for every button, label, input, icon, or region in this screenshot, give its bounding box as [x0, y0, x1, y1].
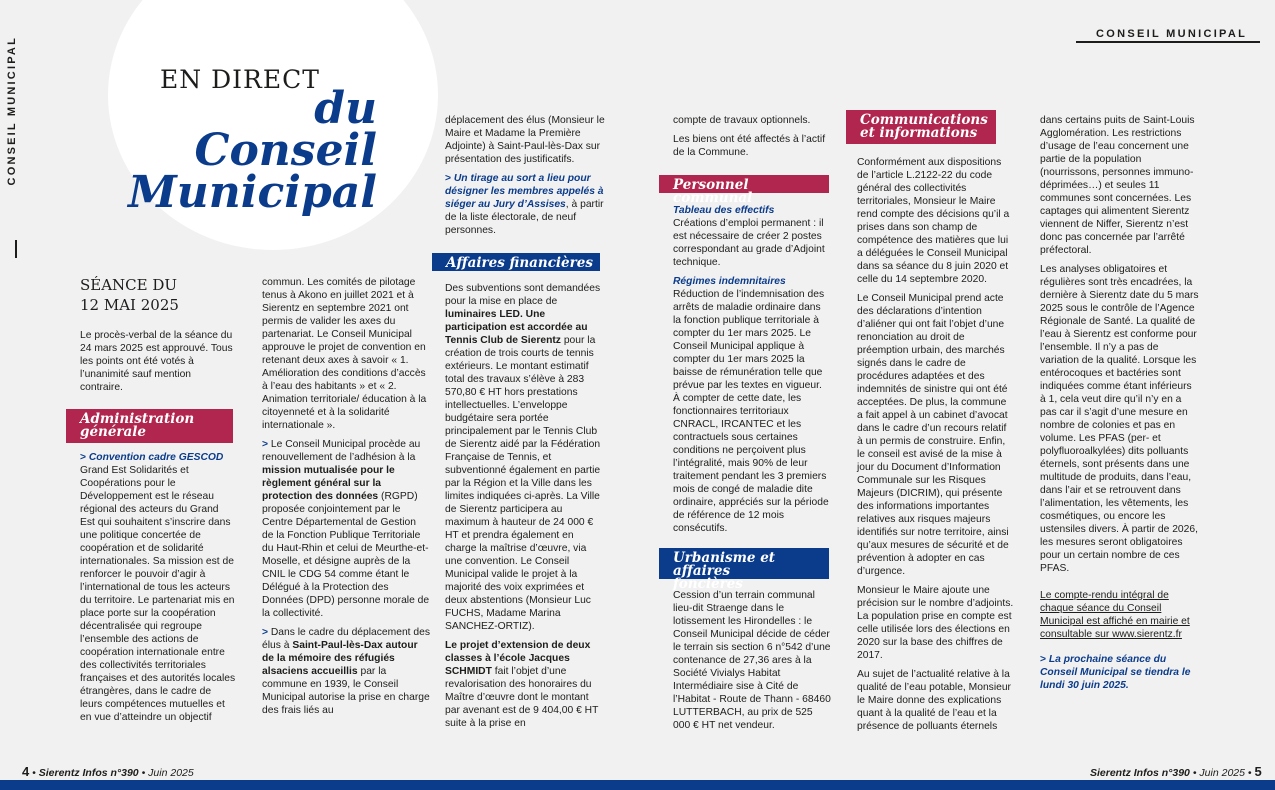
gescod-title: Convention cadre GESCOD	[88, 452, 224, 463]
col3-p4: Le projet d’extension de deux classes à l’école Jacques SCHMIDT fait l’objet d’une revalorisation des honoraires du Maître d’œuvre dont le montant par avenant est de 9 404,00 € HT suite à la prise en	[445, 640, 599, 729]
header-rule	[1076, 41, 1260, 43]
banner-personnel-communal: Personnel communal	[659, 175, 829, 193]
col2-p1: commun. Les comités de pilotage tenus à Akono en juillet 2021 et à Sierentz en septembre 2021 ont permis de valider les axes du partenariat. Le Conseil Municipal approuve le projet de convention en retenant deux axes à savoir « 1. Amélioration des conditions d’accès à l’eau des habitants » et « 2. Animation territoriale/ éducation à la citoyenneté et à la solidarité internationale ».	[262, 277, 427, 431]
header-section-label: CONSEIL MUNICIPAL	[1096, 28, 1248, 40]
prochaine-seance: La prochaine séance du Conseil Municipal se tiendra le lundi 30 juin 2025.	[1040, 654, 1191, 691]
column-3-body	[445, 282, 605, 736]
effectifs-title: Tableau des effectifs	[673, 205, 775, 216]
title-main	[122, 83, 377, 218]
side-section-label: CONSEIL MUNICIPAL	[6, 36, 18, 186]
footer-left: 4 • Sierentz Infos n°390 • Juin 2025	[22, 764, 194, 779]
column-2	[262, 276, 430, 723]
col3-p1: déplacement des élus (Monsieur le Maire et Madame la Première Adjointe) à Saint-Paul-lès-Dax sur présentation des justificatifs.	[445, 115, 605, 165]
title-line-3: Municipal	[128, 167, 377, 218]
col5-p3: Monsieur le Maire ajoute une précision sur le nombre d’adjoints. La population prise en compte est celle utilisée lors des élections en 2020 sur la base des chiffres de 2017.	[857, 585, 1014, 661]
col5-p4: Au sujet de l’actualité relative à la qualité de l’eau potable, Monsieur le Maire donne des explications quant à la qualité de l’eau et la présence de polluants éternels	[857, 669, 1011, 732]
col5-p2: Le Conseil Municipal prend acte des déclarations d’intention d’aliéner qui ont fait l’objet d’une renonciation au droit de préemption urbain, des marchés signés dans le cadre de procédures adaptées et des indemnités de sinistre qui ont été acceptées. De plus, la commune a fait appel à un cabinet d’avocat dans le cadre d’un recours relatif à un permis de construire. Enfin, le conseil est avisé de la mise à jour du Document d’Information Communale sur les Risques Majeurs (DICRIM), qui présente des informations importantes relatives aux risques majeurs identifiés sur notre territoire, ainsi qu’aux mesures de sécurité et de prévention à adopter en cas d’urgence.	[857, 293, 1009, 577]
col4-p1: compte de travaux optionnels.	[673, 115, 811, 126]
column-3-top	[445, 114, 605, 243]
col2-p2: > Le Conseil Municipal procède au renouvellement de l’adhésion à la mission mutualisée pour le règlement général sur la protection des données (RGPD) proposée conjointement par le Centre Départemental de Gestion de la Fonction Publique Territoriale du Haut-Rhin et celui de Meurthe-et-Moselle, et désigne auprès de la CNIL le CDG 54 comme étant le Délégué à la Protection des Données (DPD) personne morale de la collectivité.	[262, 439, 430, 619]
effectifs-text: Créations d’emploi permanent : il est nécessaire de créer 2 postes correspondant au grade d’Adjoint technique.	[673, 218, 825, 268]
banner-affaires-financieres: Affaires financières	[432, 253, 600, 271]
column-4-top	[673, 114, 831, 165]
banner-urbanisme: Urbanisme et affaires foncières	[659, 548, 829, 579]
col6-compte-rendu: Le compte-rendu intégral de chaque séance du Conseil Municipal est affiché en mairie et consultable sur www.sierentz.fr	[1040, 590, 1190, 640]
col4-p2: Les biens ont été affectés à l’actif de la Commune.	[673, 134, 826, 158]
banner-communications: Communications et informations	[846, 110, 996, 144]
side-divider	[15, 240, 17, 258]
col2-p3: > Dans le cadre du déplacement des élus à Saint-Paul-lès-Dax autour de la mémoire des réfugiés alsaciens accueillis par la commune en 1939, le Conseil Municipal autorise la prise en charge des frais liés au	[262, 627, 431, 716]
title-line-2: du Conseil	[194, 83, 377, 176]
seance-line-1: SÉANCE DU	[80, 276, 178, 294]
col5-p1: Conformément aux dispositions de l’article L.2122-22 du code général des collectivités territoriales, Monsieur le Maire rend compte des décisions qu’il a prises dans son champ de compétence des matières que lui a déléguées le Conseil Municipal dans sa séance du 8 juin 2020 et celle du 14 septembre 2020.	[857, 157, 1010, 285]
regimes-title: Régimes indemnitaires	[673, 276, 786, 287]
banner-administration: Administration générale	[66, 409, 233, 443]
footer-band	[0, 780, 1275, 790]
col6-p1: dans certains puits de Saint-Louis Agglomération. Les restrictions d’usage de l’eau concernent une partie de la population (nourrissons, personnes immuno-déprimées…) et seules 11 communes sont concernées. Les captages qui alimentent Sierentz viennent de Niffer, Sierentz n’est donc pas concernée par l’arrêté préfectoral.	[1040, 115, 1195, 256]
gescod-text: Grand Est Solidarités et Coopérations pour le Développement est le réseau régional des acteurs du Grand Est qui souhaitent s’inscrire dans une politique concertée de coopération et de solidarité internationales. Sa mission est de renforcer le pouvoir d’agir à l’international de tous les acteurs du territoire. Le partenariat mis en place porte sur la coopération décentralisée qui regroupe l’ensemble des actions de coopération internationale entre des collectivités territoriales françaises et des autorités locales étrangères, dans le cadre de leurs compétences mutuelles et en vue d’atteindre un objectif	[80, 465, 236, 723]
title-line-1: EN DIRECT	[160, 65, 320, 94]
col6-p2: Les analyses obligatoires et régulières sont très encadrées, la dernière à Sierentz date du 5 mars 2025 sous le contrôle de l’Agence Régionale de Santé. La qualité de l’eau à Sierentz est conforme pour l’ensemble. Il n’y a pas de variation de la qualité. Lorsque les entérocoques et bactéries sont indiquées comme étant inférieurs à 1, cela veut dire qu’il n’y en a pas car il s’agit d’une mesure en nombre de colonies et pas en volume. Les PFAS (per- et polyfluoroalkylées) dits polluants éternels, sont présents dans une multitude de produits, dans l’eau, dans l’air et se retrouvent dans l’alimentation, les vêtements, les cosmétiques, ou encore les ustensiles divers. À partir de 2026, les mesures seront obligatoires pour un certain nombre de ces PFAS.	[1040, 264, 1199, 574]
col3-p2: > Un tirage au sort a lieu pour désigner les membres appelés à siéger au Jury d’Assises, à partir de la liste électorale, de neuf personnes.	[445, 173, 604, 236]
regimes-text: Réduction de l’indemnisation des arrêts de maladie ordinaire dans la fonction publique territoriale à compter du 1er mars 2025. Le Conseil Municipal applique à compter du 1er mars 2025 la baisse de rémunération telle que prévue par les textes en vigueur. À compter de cette date, les fonctionnaires territoriaux CNRACL, IRCANTEC et les contractuels sous certaines conditions ne perçoivent plus l’intégralité, mais 90% de leur traitement pendant les 3 premiers mois de congé de maladie dite ordinaire, appréciés sur la période de référence de 12 mois consécutifs.	[673, 289, 829, 534]
column-4-urbanisme	[673, 589, 831, 738]
column-4-body	[673, 204, 831, 541]
column-1-body: > Convention cadre GESCOD Grand Est Solidarités et Coopérations pour le Développement est le réseau régional des acteurs du Grand Est qui souhaitent s’inscrire dans une politique concertée de coopération et de solidarité internationales. Sa mission est de renforcer le pouvoir d’agir à l’international de tous les acteurs du territoire. Le partenariat mis en place porte sur la coopération décentralisée qui regroupe l’ensemble des actions de coopération internationale entre des collectivités territoriales françaises et des autorités locales étrangères, dans le cadre de leurs compétences mutuelles et en vue d’atteindre un objectif	[80, 452, 236, 723]
col3-p3: Des subventions sont demandées pour la mise en place de luminaires LED. Une participation est accordée au Tennis Club de Sierentz pour la création de trois courts de tennis extérieurs. Le montant estimatif total des travaux s’élève à 283 570,80 € HT hors prestations intellectuelles. L’enveloppe budgétaire sera portée principalement par le Tennis Club de Sierentz aidé par la Fédération Française de Tennis, et subventionné également en partie par la Région et la Ville dans les limites indiquées ci-après. La Ville de Sierentz participera au maximum à hauteur de 24 000 € HT et prendra également en charge la maîtrise d’œuvre, via une convention. Le Conseil Municipal valide le projet à la majorité des voix exprimées et deux abstentions (Monsieur Luc FUCHS, Madame Marina SANCHEZ-ORTIZ).	[445, 283, 601, 632]
seance-line-2: 12 MAI 2025	[80, 296, 179, 314]
column-1	[80, 329, 236, 400]
urbanisme-text: Cession d’un terrain communal lieu-dit Straenge dans le lotissement les Hirondelles : le Conseil Municipal décide de céder le terrain sis section 6 n°542 d’une contenance de 27,36 ares à la Société Vivialys Habitat Intermédiaire sise à Cité de l’Habitat - Route de Thann - 68460 LUTTERBACH, au prix de 525 000 € HT net vendeur.	[673, 590, 831, 731]
intro-text: Le procès-verbal de la séance du 24 mars 2025 est approuvé. Tous les points ont été votés à l’unanimité sauf mention contraire.	[80, 330, 233, 393]
column-6: dans certains puits de Saint-Louis Agglomération. Les restrictions d’usage de l’eau concernent une partie de la population (nourrissons, personnes immuno-déprimées…) et seules 11 communes sont concernées. Les captages qui alimentent Sierentz viennent de Niffer, Sierentz n’est donc pas concernée par l’arrêté préfectoral. Les analyses obligatoires et régulières sont très encadrées, la dernière à Sierentz date du 5 mars 2025 sous le contrôle de l’Agence Régionale de Santé. La qualité de l’eau à Sierentz est conforme pour l’ensemble. Il n’y a pas de variation de la qualité. Lorsque les entérocoques et bactéries sont indiquées comme étant inférieurs à 1, cela veut dire qu’il n’y en a pas car il s’agit d’une mesure en nombre de colonies et pas en volume. Les PFAS (per- et polyfluoroalkylées) dits polluants éternels, sont présents dans une multitude de produits, dans l’eau, dans l’air et se retrouvent dans l’alimentation, les vêtements, les cosmétiques, ou encore les ustensiles divers. À partir de 2026, les mesures seront obligatoires pour un certain nombre de ces PFAS. Le compte-rendu intégral de chaque séance du Conseil Municipal est affiché en mairie et consultable sur www.sierentz.fr > La prochaine séance du Conseil Municipal se tiendra le lundi 30 juin 2025.	[1040, 115, 1199, 691]
column-5	[857, 156, 1014, 739]
seance-heading	[80, 275, 179, 315]
footer-right: Sierentz Infos n°390 • Juin 2025 • 5	[1090, 764, 1262, 779]
